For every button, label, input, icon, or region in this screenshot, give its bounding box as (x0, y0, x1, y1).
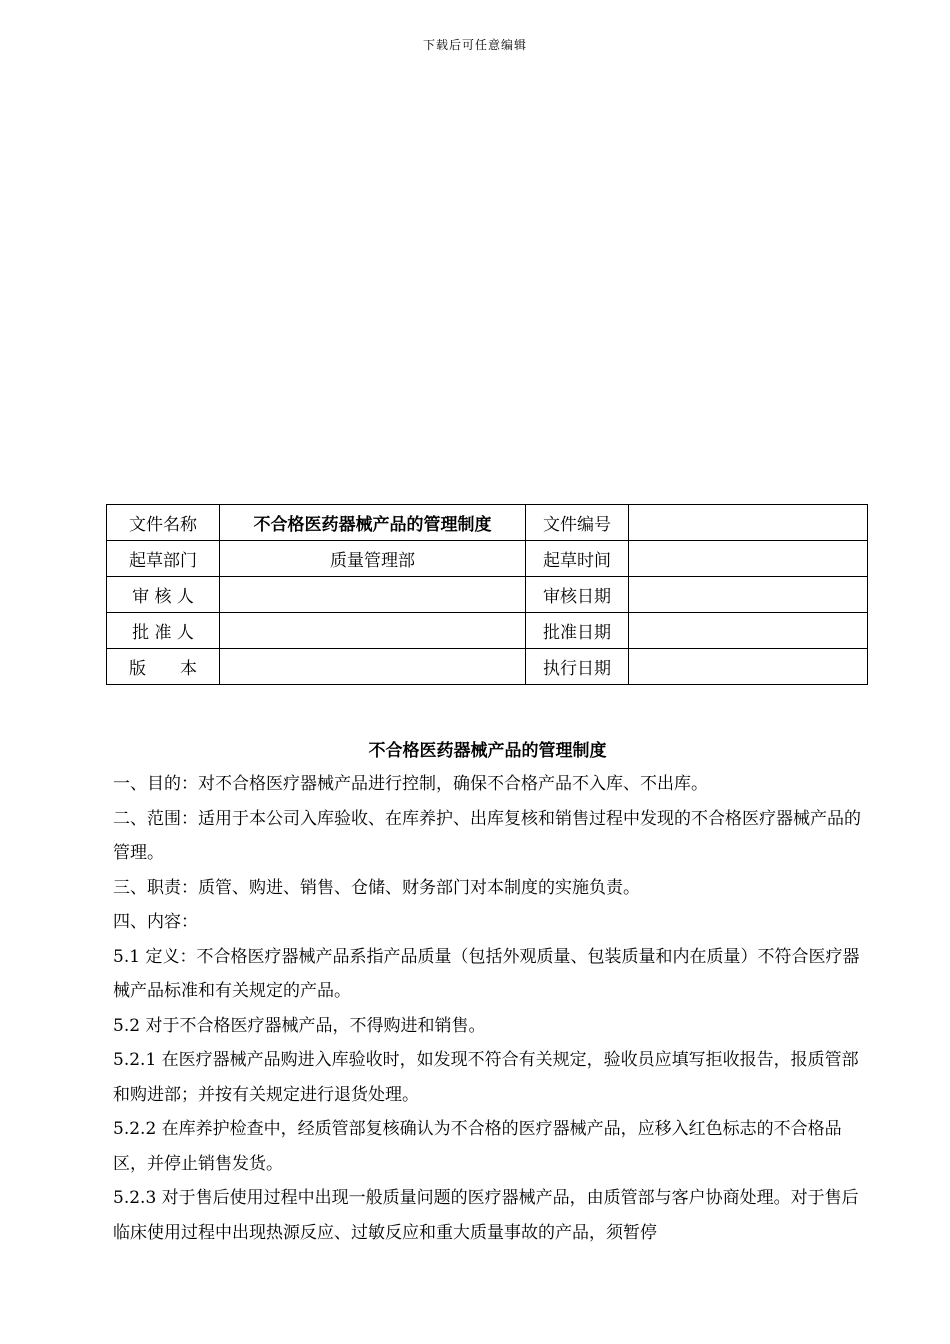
approval-date-label: 批准日期 (526, 613, 629, 649)
paragraph-responsibility: 三、职责：质管、购进、销售、仓储、财务部门对本制度的实施负责。 (113, 877, 640, 898)
effective-date-value (629, 649, 868, 685)
approver-label: 批 准 人 (107, 613, 220, 649)
paragraph-5-2-1: 5.2.1 在医疗器械产品购进入库验收时，如发现不符合有关规定，验收员应填写拒收报告，报质管部和购进部；并按有关规定进行退货处理。 (113, 1050, 859, 1105)
table-row (107, 613, 868, 649)
review-date-label: 审核日期 (526, 577, 629, 613)
header-note: 下载后可任意编辑 (422, 38, 527, 52)
file-name-value: 不合格医药器械产品的管理制度 (220, 505, 526, 541)
file-name-label: 文件名称 (107, 505, 220, 541)
paragraph-5-1: 5.1 定义：不合格医疗器械产品系指产品质量（包括外观质量、包装质量和内在质量）不符合医疗器械产品标准和有关规定的产品。 (113, 946, 860, 1001)
approver-value (220, 613, 526, 649)
document-info-table (106, 504, 868, 685)
paragraph-scope: 二、范围：适用于本公司入库验收、在库养护、出库复核和销售过程中发现的不合格医疗器械产品的管理。 (113, 808, 861, 863)
review-date-value (629, 577, 868, 613)
paragraph-5-2-2: 5.2.2 在库养护检查中，经质管部复核确认为不合格的医疗器械产品，应移入红色标志的不合格品区，并停止销售发货。 (113, 1119, 842, 1174)
version-value (220, 649, 526, 685)
effective-date-label: 执行日期 (526, 649, 629, 685)
draft-time-value (629, 541, 868, 577)
document-body (113, 767, 863, 1250)
table-row (107, 577, 868, 613)
paragraph-purpose: 一、目的：对不合格医疗器械产品进行控制，确保不合格产品不入库、不出库。 (113, 774, 708, 794)
draft-dept-label: 起草部门 (107, 541, 220, 577)
paragraph-5-2: 5.2 对于不合格医疗器械产品，不得购进和销售。 (113, 1015, 486, 1036)
table-row (107, 505, 868, 541)
document-title: 不合格医药器械产品的管理制度 (368, 741, 607, 761)
table-row (107, 541, 868, 577)
file-number-label: 文件编号 (526, 505, 629, 541)
reviewer-label: 审 核 人 (107, 577, 220, 613)
file-number-value (629, 505, 868, 541)
paragraph-content-heading: 四、内容： (113, 912, 198, 932)
draft-dept-value: 质量管理部 (220, 541, 526, 577)
draft-time-label: 起草时间 (526, 541, 629, 577)
approval-date-value (629, 613, 868, 649)
reviewer-value (220, 577, 526, 613)
table-row (107, 649, 868, 685)
version-label: 版 本 (107, 649, 220, 685)
paragraph-5-2-3: 5.2.3 对于售后使用过程中出现一般质量问题的医疗器械产品，由质管部与客户协商处理。对于售后临床使用过程中出现热源反应、过敏反应和重大质量事故的产品，须暂停 (113, 1188, 859, 1243)
